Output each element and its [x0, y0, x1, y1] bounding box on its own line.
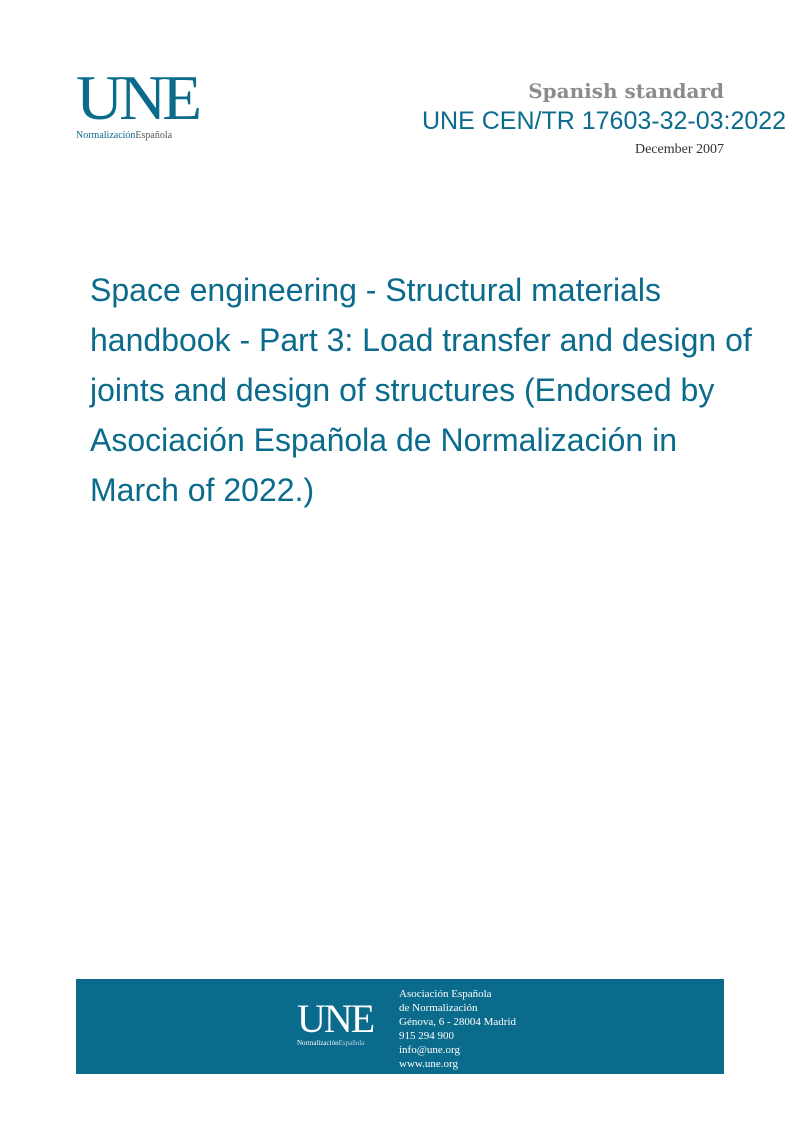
footer-contact-info	[399, 987, 516, 1071]
standard-label: Spanish standard	[528, 79, 724, 103]
logo-sub-part-b: Española	[135, 130, 173, 141]
standard-meta	[528, 78, 724, 104]
footer-logo	[297, 996, 374, 1047]
standard-date: December 2007	[634, 142, 724, 157]
footer-logo-subtitle	[297, 1039, 373, 1047]
footer-org-line-1: Asociación Española	[399, 988, 492, 1000]
document-title: Space engineering - Structural materials handbook - Part 3: Load transfer and design of joints and design of structures (Endorsed by Asociación Española de Normalización in March of 2022.)	[90, 272, 752, 508]
footer-email: info@une.org	[399, 1044, 460, 1056]
footer-org-line-2: de Normalización	[399, 1002, 478, 1014]
footer-logo-sub-a: Normalización	[297, 1039, 339, 1047]
logo-sub-part-a: Normalización	[76, 130, 136, 141]
footer-logo-mark: UNE	[297, 996, 374, 1041]
une-logo	[76, 62, 198, 141]
standard-code: UNE CEN/TR 17603-32-03:2022	[422, 107, 787, 135]
footer-address: Génova, 6 - 28004 Madrid	[399, 1016, 517, 1028]
footer-logo-sub-b: Española	[338, 1039, 365, 1047]
footer-website: www.une.org	[399, 1058, 458, 1070]
footer-phone: 915 294 900	[399, 1030, 454, 1042]
footer-banner	[76, 979, 724, 1074]
une-logo-mark: UNE	[76, 62, 198, 133]
